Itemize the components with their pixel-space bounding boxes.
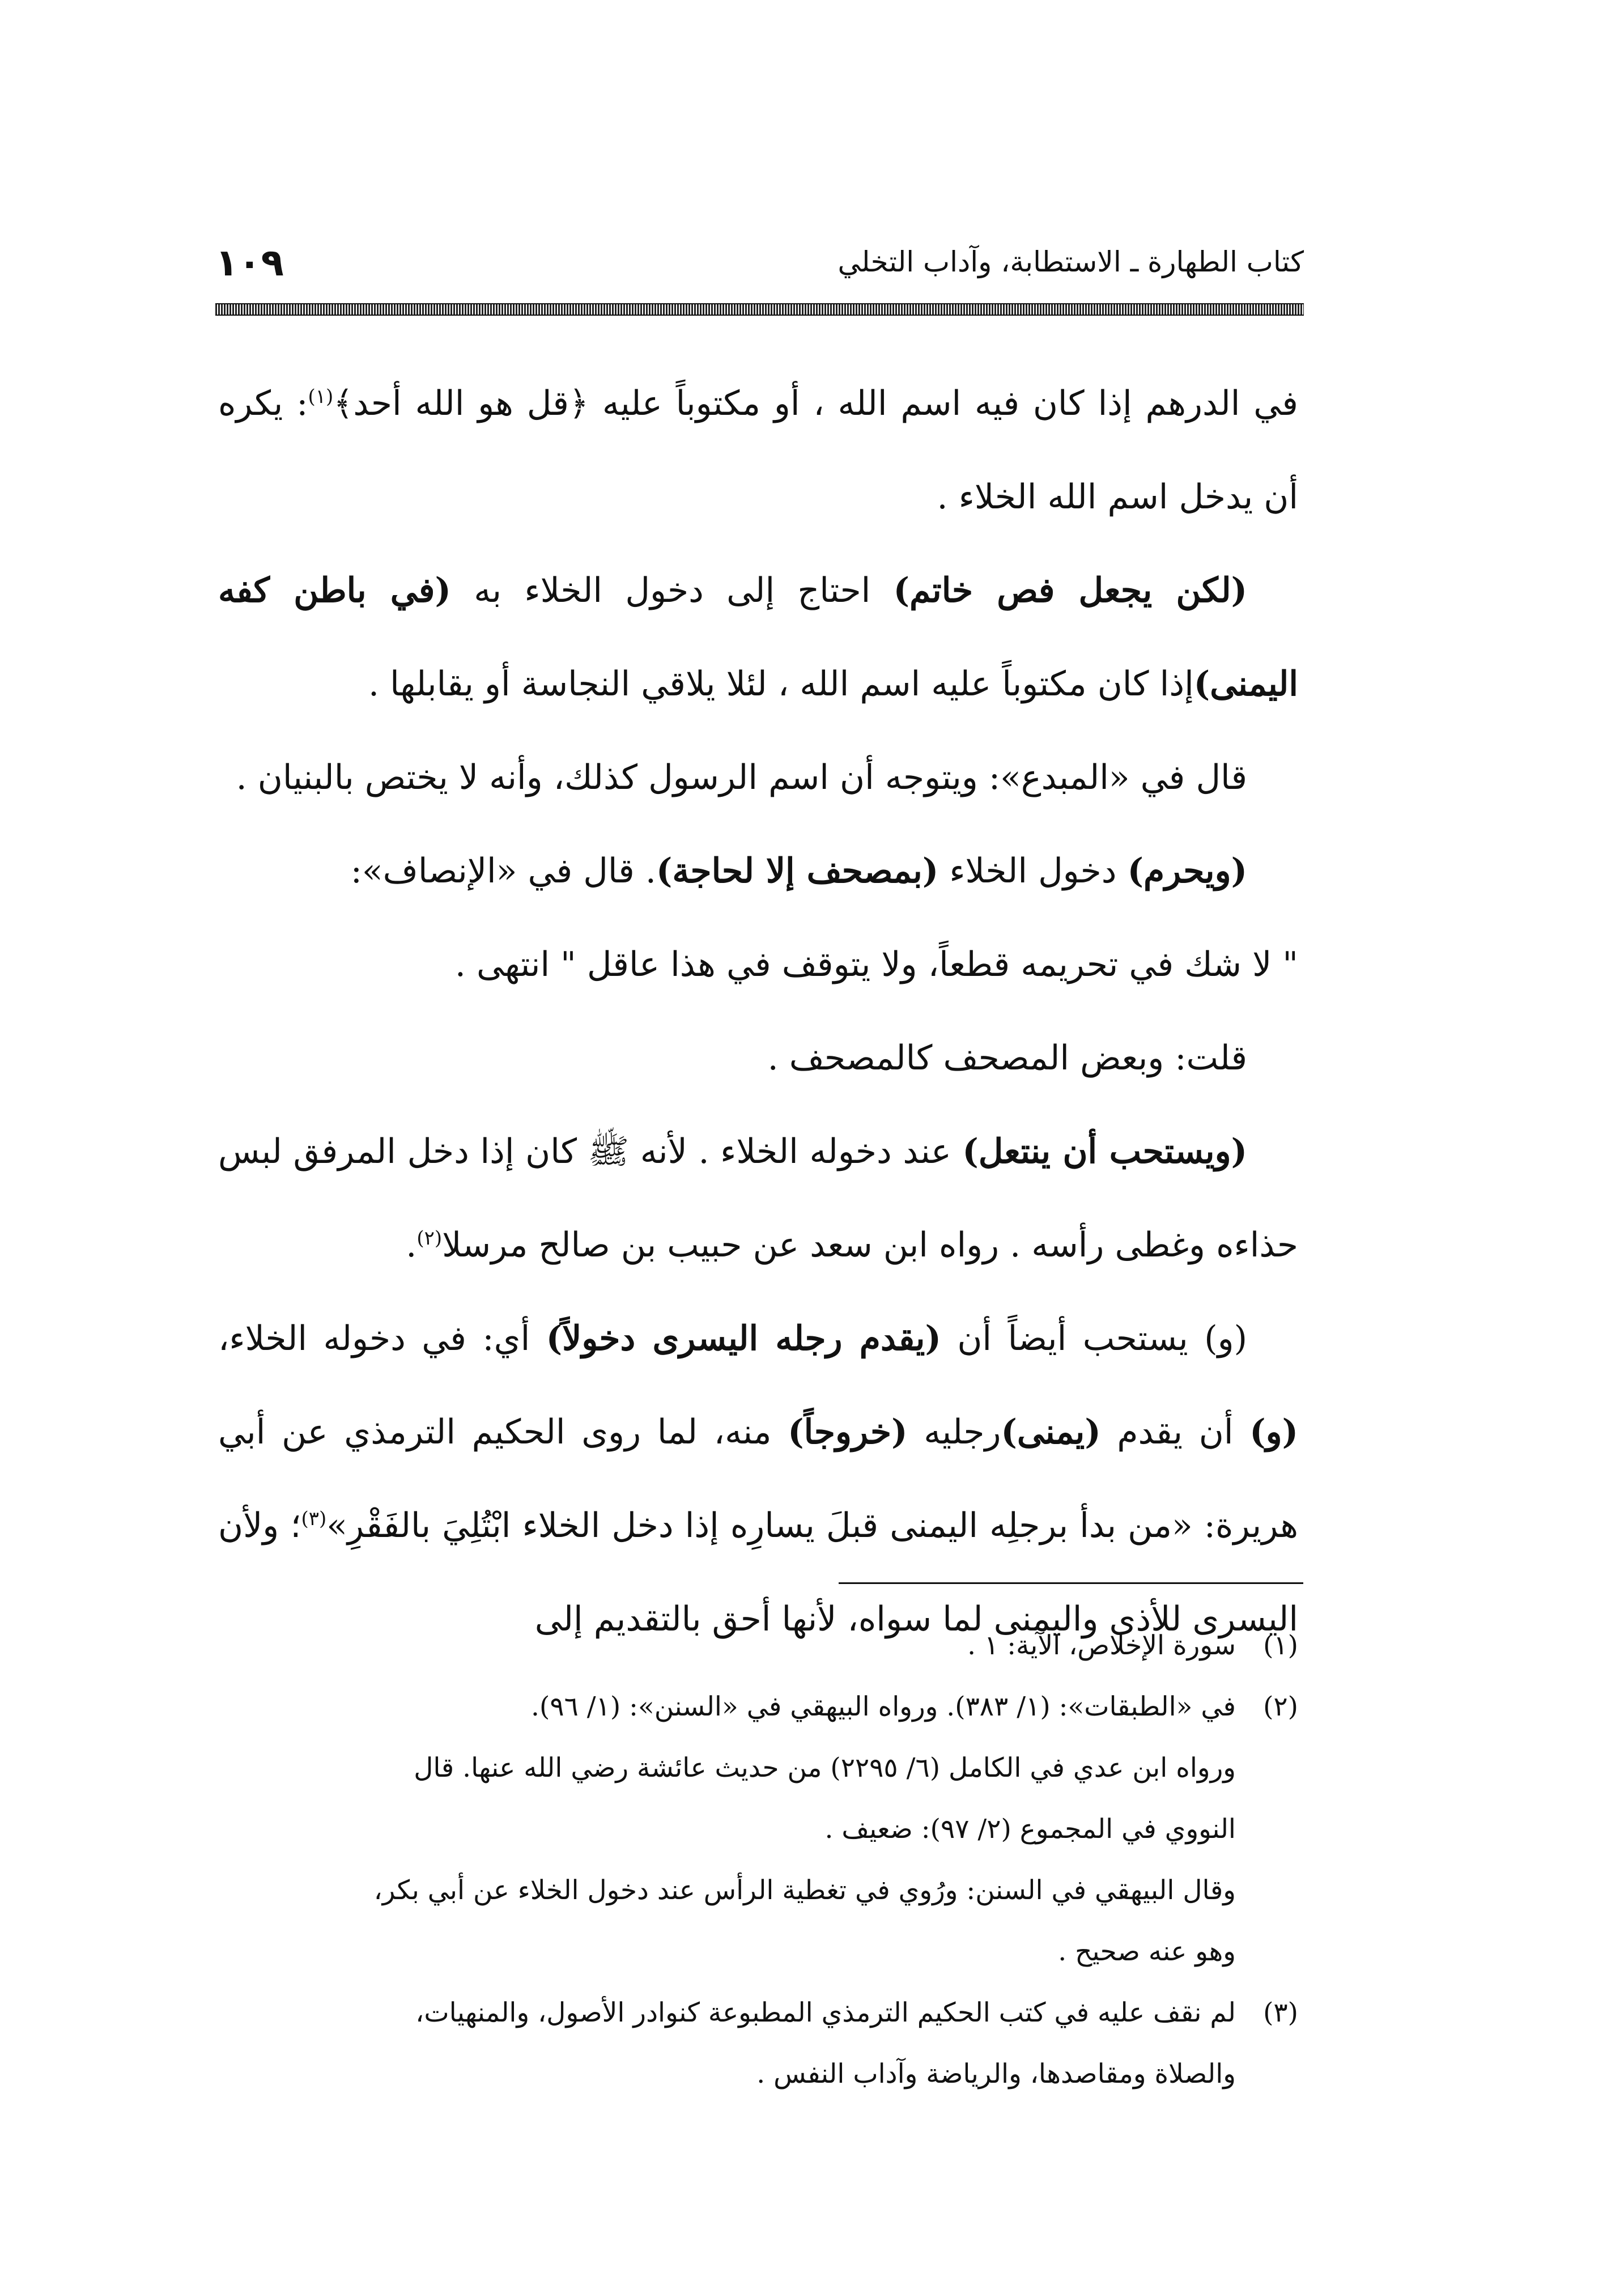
text-run: في الدرهم إذا كان فيه اسم الله ، أو مكتوباً عليه ﴿قل هو الله أحد﴾ <box>333 384 1298 423</box>
footnote-3 <box>218 1982 1298 2105</box>
main-text <box>218 357 1298 1666</box>
paragraph-8 <box>218 1292 1298 1666</box>
bold-text: (بمصحف إلا لحاجة) <box>656 851 939 891</box>
footnotes <box>218 1615 1298 2105</box>
paragraph-5: " لا شك في تحريمه قطعاً، ولا يتوقف في هذا عاقل " انتهى . <box>454 945 1298 984</box>
bold-text: (يمنى) <box>1001 1412 1101 1452</box>
footnote-ref: (١) <box>308 385 334 408</box>
text-run: رجليه <box>907 1412 1001 1452</box>
running-title: كتاب الطهارة ـ الاستطابة، وآداب التخلي <box>837 245 1304 278</box>
footnote-number: (٣) <box>1263 1997 1298 2028</box>
bold-text: (في باطن كفه اليمنى) <box>218 571 1298 704</box>
footnote-line: وقال البيهقي في السنن: ورُوي في تغطية الرأس عند دخول الخلاء عن أبي بكر، <box>373 1875 1236 1906</box>
text-run: . <box>406 1225 417 1265</box>
paragraph-3: قال في «المبدع»: ويتوجه أن اسم الرسول كذلك، وأنه لا يختص بالبنيان . <box>236 758 1247 797</box>
paragraph-4 <box>218 825 1298 918</box>
text-run: . قال في «الإنصاف»: <box>350 851 656 891</box>
text-run: (و) يستحب أيضاً أن <box>941 1319 1247 1358</box>
paragraph-1 <box>218 357 1298 544</box>
footnote-2 <box>218 1676 1298 1982</box>
bold-text: (ويستحب أن ينتعل) <box>962 1132 1247 1171</box>
paragraph-2 <box>218 544 1298 731</box>
bold-text: (ويحرم) <box>1127 851 1247 891</box>
footnote-rule <box>839 1582 1303 1584</box>
bold-text: (و) <box>1249 1412 1298 1452</box>
text-run: أن يقدم <box>1100 1412 1250 1452</box>
page-header <box>215 241 1304 303</box>
footnote-number: (٢) <box>1263 1691 1298 1722</box>
footnote-line: في «الطبقات»: (١/ ٣٨٣). ورواه البيهقي في «السنن»: (١/ ٩٦). <box>531 1691 1236 1722</box>
footnote-line: لم نقف عليه في كتب الحكيم الترمذي المطبوعة كنوادر الأصول، والمنهيات، <box>415 1997 1236 2028</box>
header-rule <box>215 303 1304 316</box>
text-run: ؛ ولأن اليسرى للأذى واليمنى لما سواه، لأنها أحق بالتقديم إلى <box>218 1506 1298 1639</box>
bold-text: (يقدم رجله اليسرى دخولاً) <box>546 1319 941 1358</box>
footnote-ref: (٢) <box>416 1227 443 1250</box>
bold-text: (لكن يجعل فص خاتم) <box>893 571 1247 610</box>
text-run: عند دخوله الخلاء . لأنه ﷺ كان إذا دخل المرفق لبس حذاءه وغطى رأسه . رواه ابن سعد عن حبيب بن صالح مرسلا <box>218 1132 1298 1265</box>
footnote-number: (١) <box>1263 1630 1298 1661</box>
footnote-line: ورواه ابن عدي في الكامل (٦/ ٢٢٩٥) من حديث عائشة رضي الله عنها. قال <box>414 1752 1236 1784</box>
footnote-line: سورة الإخلاص، الآية: ١ . <box>967 1630 1236 1661</box>
footnote-1 <box>218 1615 1298 1676</box>
footnote-line: وهو عنه صحيح . <box>1058 1936 1236 1967</box>
page-number: ١٠٩ <box>215 241 284 284</box>
footnote-line: النووي في المجموع (٢/ ٩٧): ضعيف . <box>824 1814 1236 1845</box>
text-run: دخول الخلاء <box>938 851 1128 891</box>
footnote-ref: (٣) <box>301 1508 327 1530</box>
paragraph-7 <box>218 1105 1298 1292</box>
footnote-line: والصلاة ومقاصدها، والرياضة وآداب النفس . <box>756 2058 1236 2090</box>
bold-text: (خروجاً) <box>788 1412 908 1452</box>
text-run: أي: في دخوله الخلاء، <box>218 1319 546 1358</box>
paragraph-6: قلت: وبعض المصحف كالمصحف . <box>767 1038 1247 1078</box>
text-run: احتاج إلى دخول الخلاء به <box>450 571 894 610</box>
text-run: إذا كان مكتوباً عليه اسم الله ، لئلا يلاقي النجاسة أو يقابلها . <box>368 664 1194 704</box>
text-run: منه، لما روى الحكيم الترمذي عن أبي هريرة: «من بدأ برجلِه اليمنى قبلَ يسارِه إذا دخل الخلاء ابْتُلِيَ بالفَقْرِ» <box>218 1412 1299 1545</box>
text-run: : يكره أن يدخل اسم الله الخلاء . <box>218 384 1298 517</box>
